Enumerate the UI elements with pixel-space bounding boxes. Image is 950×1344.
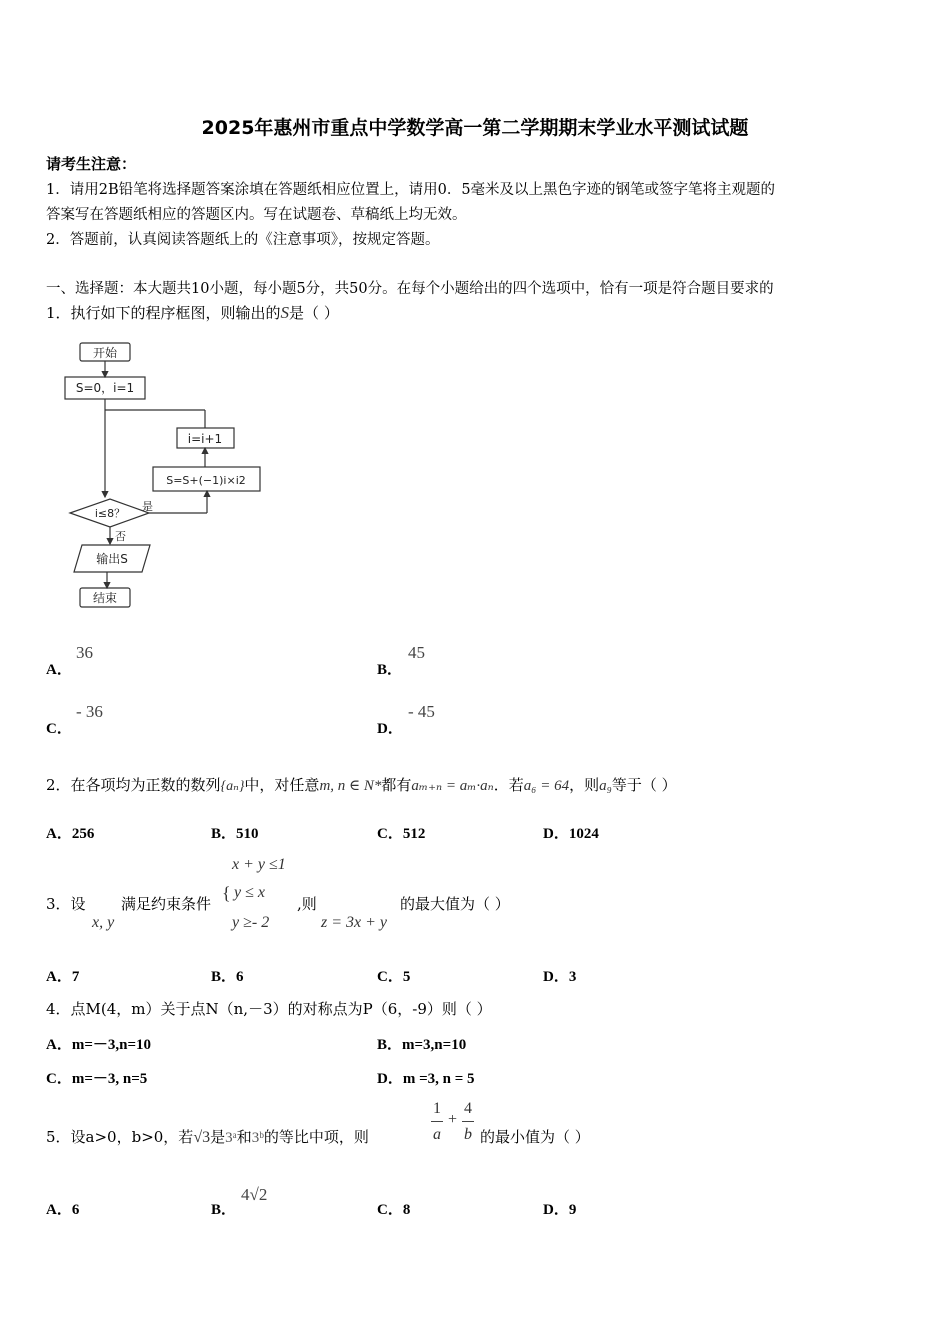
q4-option-b[interactable] — [377, 1033, 466, 1054]
q1-option-c-value: - 36 — [76, 702, 103, 721]
q2-option-c[interactable] — [377, 822, 425, 843]
q3-option-b[interactable] — [211, 965, 244, 986]
option-label: C． — [377, 1202, 403, 1218]
option-label: D． — [543, 969, 569, 985]
q1-var: S — [280, 303, 290, 322]
q2-text-3: 都有 — [381, 776, 412, 794]
option-label: D． — [377, 721, 403, 737]
q3-constraint-2: y ≤ x — [234, 884, 265, 901]
option-label: B． — [211, 969, 237, 985]
q5-text-3: 和 — [236, 1128, 252, 1146]
q5-plus: + — [448, 1111, 458, 1128]
q3-option-d[interactable] — [543, 965, 576, 986]
option-label: D． — [543, 1202, 569, 1218]
q3-constraint-3: y ≥- 2 — [232, 914, 270, 931]
q5-text-2: 是 — [210, 1128, 226, 1146]
option-value: m =3, n = 5 — [402, 1071, 475, 1087]
q3-text-4: 的最大值为（ ） — [400, 895, 510, 913]
q2-eq: aₘ₊ₙ = aₘ·aₙ — [411, 778, 494, 794]
option-value: 7 — [71, 969, 80, 985]
q5-sqrt3: √3 — [193, 1129, 211, 1146]
q1-option-d[interactable] — [377, 717, 403, 738]
option-label: C． — [46, 1071, 72, 1087]
q3-option-c[interactable] — [377, 965, 410, 986]
q5-frac1-den: a — [433, 1126, 441, 1143]
option-value: 8 — [402, 1202, 411, 1218]
option-value: 6 — [236, 969, 244, 985]
option-label: A． — [46, 969, 72, 985]
flow-output-label: 输出S — [96, 552, 128, 566]
q5-text-4: 的等比中项，则 — [263, 1128, 369, 1146]
question-2 — [46, 774, 677, 795]
q5-frac1-num: 1 — [433, 1100, 441, 1117]
q2-option-b[interactable] — [211, 822, 259, 843]
q1-option-b[interactable] — [377, 658, 402, 679]
option-label: B． — [211, 1202, 237, 1218]
notice-line-2: 2．答题前，认真阅读答题纸上的《注意事项》，按规定答题。 — [46, 232, 440, 248]
q1-text-after: 是（ ） — [289, 304, 339, 322]
notice-line-1a: 1．请用2B铅笔将选择题答案涂填在答题纸相应位置上，请用0．5毫米及以上黑色字迹的钢笔或签字笔将主观题的 — [46, 182, 776, 198]
flow-inc-label: i=i+1 — [187, 432, 223, 446]
q5-text-5: 的最小值为（ ） — [480, 1128, 590, 1146]
q2-option-a[interactable] — [46, 822, 94, 843]
q1-option-c[interactable] — [46, 717, 72, 738]
q2-text-6: 等于（ ） — [611, 776, 677, 794]
question-1 — [46, 302, 339, 323]
q5-option-d[interactable] — [543, 1198, 576, 1219]
q5-text-1: 5．设a>0，b>0，若 — [46, 1128, 194, 1146]
option-label: B． — [211, 826, 237, 842]
option-label: C． — [377, 826, 403, 842]
q3-text-2: 满足约束条件 — [121, 895, 212, 913]
option-value: m=－3, n=5 — [71, 1071, 148, 1087]
option-label: A． — [46, 1202, 72, 1218]
flow-cond-label: i≤8？ — [94, 507, 126, 520]
option-value: 6 — [71, 1202, 80, 1218]
option-label: D． — [377, 1071, 403, 1087]
option-label: B． — [377, 662, 403, 678]
option-label: A． — [46, 1037, 72, 1053]
q2-text-1: 2．在各项均为正数的数列 — [46, 776, 221, 794]
section-heading: 一、选择题：本大题共10小题，每小题5分，共50分。在每个小题给出的四个选项中，恰有一项是符合题目要求的 — [46, 281, 774, 297]
q2-cond: m, n ∈ N* — [319, 778, 382, 794]
q3-option-a[interactable] — [46, 965, 79, 986]
q5-option-a[interactable] — [46, 1198, 79, 1219]
q1-option-a-value: 36 — [76, 643, 93, 662]
option-label: C． — [46, 721, 72, 737]
question-4: 4．点M(4，m）关于点N（n,－3）的对称点为P（6，-9）则（ ） — [46, 1000, 492, 1018]
question-3 — [46, 893, 86, 914]
flow-yes-label: 是 — [142, 500, 153, 513]
option-label: A． — [46, 662, 72, 678]
option-label: D． — [543, 826, 569, 842]
notice-heading: 请考生注意： — [46, 155, 137, 173]
q2-option-d[interactable] — [543, 822, 599, 843]
q4-option-d[interactable] — [377, 1067, 475, 1088]
q5-option-b-value: 4√2 — [241, 1185, 268, 1204]
q5-pow-a: 3ᵃ — [225, 1130, 237, 1146]
q1-text-before: 1．执行如下的程序框图，则输出的 — [46, 304, 281, 322]
question-5 — [46, 1126, 369, 1147]
q5-pow-b: 3ᵇ — [251, 1130, 264, 1146]
q3-text-1: 3．设 — [46, 895, 86, 913]
q3-constraint-1: x + y ≤1 — [232, 856, 286, 873]
flow-no-label: 否 — [115, 530, 126, 543]
notice-line-1b: 答案写在答题纸相应的答题区内。写在试题卷、草稿纸上均无效。 — [46, 207, 467, 223]
q2-seq: {aₙ} — [220, 779, 245, 794]
option-value: 5 — [402, 969, 411, 985]
q5-frac1-bar — [431, 1121, 443, 1122]
q3-objective: z = 3x + y — [321, 914, 388, 931]
option-label: A． — [46, 826, 72, 842]
flow-update-label: S=S+(−1)i×i2 — [166, 474, 246, 487]
option-label: C． — [377, 969, 403, 985]
page-title: 2025年惠州市重点中学数学高一第二学期期末学业水平测试试题 — [201, 117, 749, 139]
option-value: 9 — [568, 1202, 577, 1218]
q4-option-c[interactable] — [46, 1067, 147, 1088]
q2-given: a₆ = 64 — [523, 778, 570, 794]
flow-end-label: 结束 — [92, 591, 118, 605]
q2-text-4: ．若 — [493, 776, 524, 794]
option-value: 3 — [568, 969, 577, 985]
q4-option-a[interactable] — [46, 1033, 151, 1054]
q5-option-b[interactable] — [211, 1198, 236, 1219]
flow-init-label: S=0，i=1 — [75, 381, 135, 395]
q5-frac2-num: 4 — [464, 1100, 472, 1117]
flowchart — [60, 335, 280, 615]
option-value: 510 — [236, 826, 259, 842]
q5-frac2-den: b — [464, 1126, 472, 1143]
option-value: 512 — [402, 826, 426, 842]
q2-text-2: 中，对任意 — [244, 776, 320, 794]
flow-start-label: 开始 — [92, 346, 118, 360]
q3-brace: { — [222, 883, 231, 903]
q5-frac2-bar — [462, 1121, 474, 1122]
q1-option-b-value: 45 — [408, 643, 425, 662]
q3-text-3: ,则 — [297, 895, 317, 913]
option-value: m=3,n=10 — [402, 1037, 467, 1053]
option-value: 256 — [71, 826, 95, 842]
option-value: 1024 — [568, 826, 599, 842]
q1-option-a[interactable] — [46, 658, 72, 679]
q2-text-5: ，则 — [569, 776, 600, 794]
q2-target: a₉ — [599, 778, 612, 794]
q5-option-c[interactable] — [377, 1198, 410, 1219]
option-label: B． — [377, 1037, 403, 1053]
q3-vars: x, y — [92, 914, 115, 931]
q1-option-d-value: - 45 — [408, 702, 435, 721]
option-value: m=－3,n=10 — [71, 1037, 152, 1053]
